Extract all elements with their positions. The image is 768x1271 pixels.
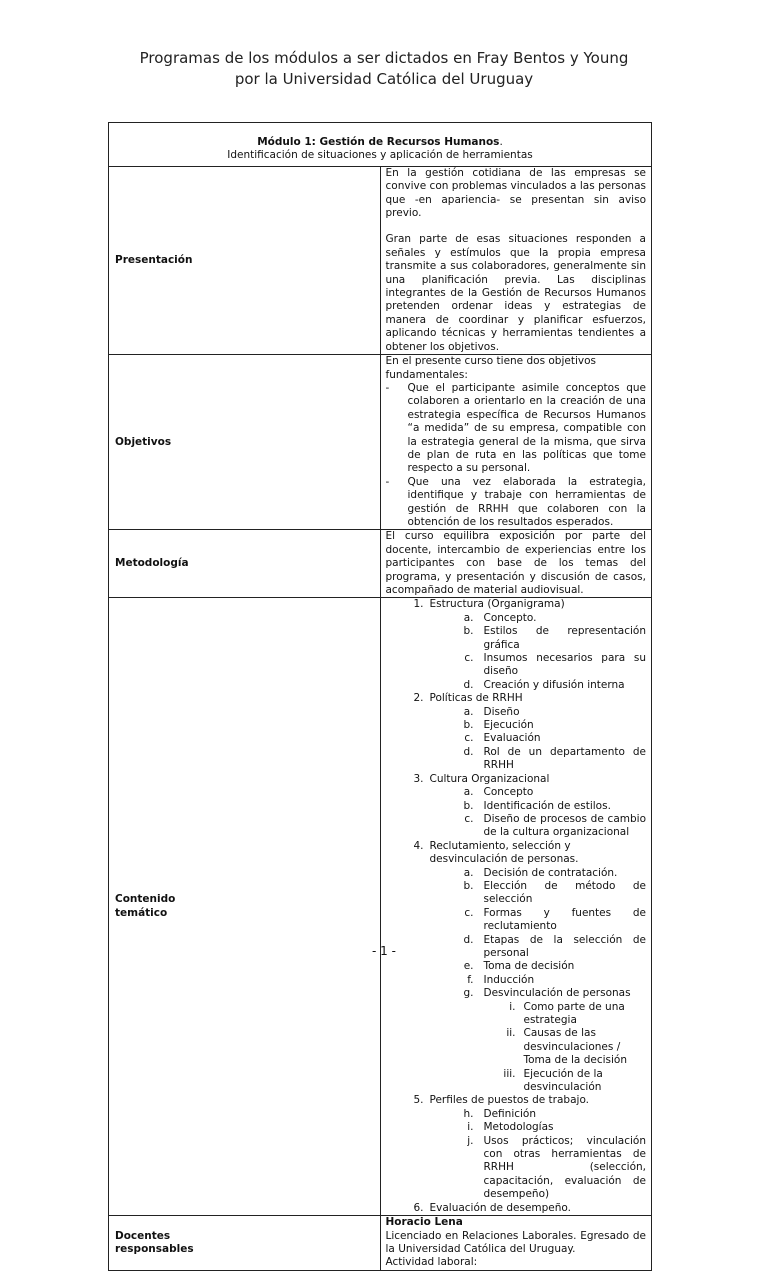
contenido-item [386, 880, 647, 907]
document-title-line-2: por la Universidad Católica del Uruguay [234, 70, 534, 88]
contenido-section-title: Políticas de RRHH [429, 692, 523, 705]
contenido-item [386, 974, 647, 987]
module-header-cell [109, 123, 652, 167]
contenido-item-text: Metodologías [483, 1121, 554, 1134]
contenido-item-text: Rol de un departamento de RRHH [483, 745, 646, 772]
contenido-item-text: Diseño de procesos de cambio de la cultura organizacional [483, 812, 646, 839]
contenido-section [386, 840, 647, 867]
contenido-item-letter: h. [463, 1107, 474, 1120]
contenido-item-letter: g. [463, 987, 474, 1000]
contenido-item [386, 746, 647, 773]
contenido-subitem [386, 1068, 647, 1095]
document-title-line-1: Programas de los módulos a ser dictados en Fray Bentos y Young [139, 49, 629, 67]
contenido-item [386, 1108, 647, 1121]
objetivos-intro: En el presente curso tiene dos objetivos fundamentales: [385, 355, 596, 381]
objetivos-list [386, 382, 647, 529]
contenido-item-letter: b. [463, 719, 474, 732]
contenido-subitem-numeral: ii. [506, 1027, 516, 1040]
contenido-item-letter: c. [464, 652, 474, 665]
contenido-item [386, 625, 647, 652]
contenido-item-letter: f. [467, 973, 474, 986]
contenido-item [386, 1135, 647, 1202]
contenido-item-text: Concepto. [483, 611, 537, 624]
contenido-item [386, 652, 647, 679]
docente-bio: Licenciado en Relaciones Laborales. Egresado de la Universidad Católica del Uruguay. [385, 1229, 646, 1255]
contenido-item [386, 800, 647, 813]
contenido-item-letter: i. [467, 1121, 474, 1134]
contenido-section [386, 692, 647, 705]
objetivos-row [109, 355, 652, 530]
contenido-item [386, 732, 647, 745]
contenido-item-text: Diseño [483, 705, 520, 718]
docentes-row [109, 1216, 652, 1271]
contenido-item-text: Ejecución [483, 719, 534, 732]
contenido-item-letter: j. [467, 1134, 474, 1147]
presentacion-row [109, 166, 652, 354]
contenido-item-text: Decisión de contratación. [483, 866, 618, 879]
contenido-subitem-text: Ejecución de la desvinculación [523, 1067, 603, 1094]
contenido-section [386, 773, 647, 786]
contenido-section-number: 4. [413, 839, 424, 852]
contenido-section-title: Reclutamiento, selección y desvinculación de personas. [429, 839, 579, 866]
contenido-subitem-text: Como parte de una estrategia [523, 1000, 625, 1026]
docente-activity: Actividad laboral: [385, 1256, 478, 1269]
contenido-item-letter: d. [463, 745, 474, 758]
contenido-item [386, 960, 647, 973]
contenido-item [386, 813, 647, 840]
contenido-item [386, 1121, 647, 1134]
contenido-item-letter: a. [463, 705, 474, 718]
contenido-section-number: 2. [413, 692, 424, 705]
contenido-section-number: 5. [413, 1094, 424, 1107]
metodologia-label: Metodología [109, 530, 381, 598]
contenido-item-text: Toma de decisión [483, 960, 575, 973]
contenido-item-text: Estilos de representación gráfica [483, 625, 646, 651]
contenido-subitem-numeral: iii. [503, 1067, 516, 1080]
contenido-item-text: Usos prácticos; vinculación con otras herramientas de RRHH (selección, capacitación, evaluación de desempeño) [483, 1134, 646, 1201]
contenido-item-text: Elección de método de selección [483, 879, 646, 906]
contenido-item-text: Definición [483, 1107, 536, 1120]
docentes-label: Docentes responsables [109, 1216, 381, 1271]
contenido-item-letter: a. [463, 786, 474, 799]
contenido-item-letter: a. [463, 611, 474, 624]
document-title [0, 48, 768, 90]
objetivo-item: - Que una vez elaborada la estrategia, identifique y trabaje con herramientas de gestión de RRHH que colaboren con la obtención de los resultados esperados. [385, 475, 646, 528]
docente-name: Horacio Lena [385, 1216, 463, 1229]
contenido-item-text: Identificación de estilos. [483, 799, 611, 812]
contenido-item-letter: c. [464, 906, 474, 919]
contenido-section-number: 3. [413, 772, 424, 785]
contenido-section-title: Cultura Organizacional [429, 772, 550, 785]
contenido-section-title: Evaluación de desempeño. [429, 1201, 571, 1214]
objetivo-item: - Que el participante asimile conceptos que colaboren a orientarlo en la creación de una estrategia específica de Recursos Humanos “a medida” de su empresa, compatible con la estrategia general de la misma, que sirva de plan de ruta en las políticas que tome respecto a su personal. [385, 381, 646, 475]
presentacion-paragraph-1: En la gestión cotidiana de las empresas se convive con problemas vinculados a las personas que -en apariencia- se presentan sin aviso previo. [385, 166, 646, 220]
contenido-item-text: Desvinculación de personas [483, 987, 631, 1000]
contenido-subitem [386, 1001, 647, 1028]
contenido-item-text: Creación y difusión interna [483, 678, 625, 691]
contenido-item-letter: a. [463, 866, 474, 879]
contenido-section [386, 598, 647, 611]
objetivos-content [380, 355, 652, 530]
contenido-section [386, 1094, 647, 1107]
contenido-item-letter: d. [463, 678, 474, 691]
contenido-item [386, 679, 647, 692]
contenido-item-text: Concepto [483, 786, 534, 799]
page-number: - 1 - [372, 944, 396, 958]
contenido-row [109, 598, 652, 1216]
objetivos-label: Objetivos [109, 355, 381, 530]
contenido-item-letter: b. [463, 625, 474, 638]
contenido-item-letter: b. [463, 879, 474, 892]
contenido-section-number: 6. [413, 1201, 424, 1214]
contenido-list [386, 598, 647, 1215]
contenido-content [380, 598, 652, 1216]
contenido-subitem-text: Causas de las desvinculaciones / Toma de la decisión [523, 1027, 627, 1067]
contenido-item [386, 719, 647, 732]
contenido-item [386, 706, 647, 719]
contenido-section-title: Perfiles de puestos de trabajo. [429, 1094, 590, 1107]
presentacion-content [380, 166, 652, 354]
docentes-content [380, 1216, 652, 1271]
contenido-item-letter: e. [463, 960, 474, 973]
contenido-item-text: Formas y fuentes de reclutamiento [483, 906, 646, 933]
contenido-section-number: 1. [413, 598, 424, 611]
contenido-subitem-numeral: i. [509, 1000, 516, 1013]
contenido-item-text: Inducción [483, 973, 535, 986]
module-title: Módulo 1: Gestión de Recursos Humanos. [257, 136, 503, 148]
contenido-item [386, 907, 647, 934]
contenido-section-title: Estructura (Organigrama) [429, 598, 565, 611]
contenido-item-letter: c. [464, 732, 474, 745]
contenido-item [386, 867, 647, 880]
contenido-item [386, 612, 647, 625]
contenido-label: Contenido temático [109, 598, 381, 1216]
metodologia-row [109, 530, 652, 598]
module-header-row [109, 123, 652, 167]
module-subtitle: Identificación de situaciones y aplicación de herramientas [227, 149, 533, 162]
contenido-item [386, 786, 647, 799]
contenido-item-letter: d. [463, 933, 474, 946]
contenido-item-text: Insumos necesarios para su diseño [483, 652, 646, 678]
contenido-subitem [386, 1027, 647, 1067]
contenido-section [386, 1202, 647, 1215]
contenido-item-letter: c. [464, 812, 474, 825]
presentacion-label: Presentación [109, 166, 381, 354]
presentacion-paragraph-2: Gran parte de esas situaciones responden a señales y estímulos que la propia empresa transmite a sus colaboradores, generalmente sin una planificación previa. Las disciplinas integrantes de la Gestión de Recursos Humanos pretenden ordenar ideas y estrategias de manera de coordinar y planificar esfuerzos, aplicando técnicas y herramientas tendientes a obtener los objetivos. [385, 233, 646, 353]
module-table [108, 122, 652, 1271]
metodologia-content: El curso equilibra exposición por parte del docente, intercambio de experiencias entre los participantes con base de los temas del programa, y presentación y discusión de casos, acompañado de material audiovisual. [380, 530, 652, 598]
contenido-item-text: Evaluación [483, 732, 541, 745]
contenido-item-letter: b. [463, 799, 474, 812]
contenido-item [386, 987, 647, 1000]
contenido-item-text: Etapas de la selección de personal [483, 933, 646, 959]
